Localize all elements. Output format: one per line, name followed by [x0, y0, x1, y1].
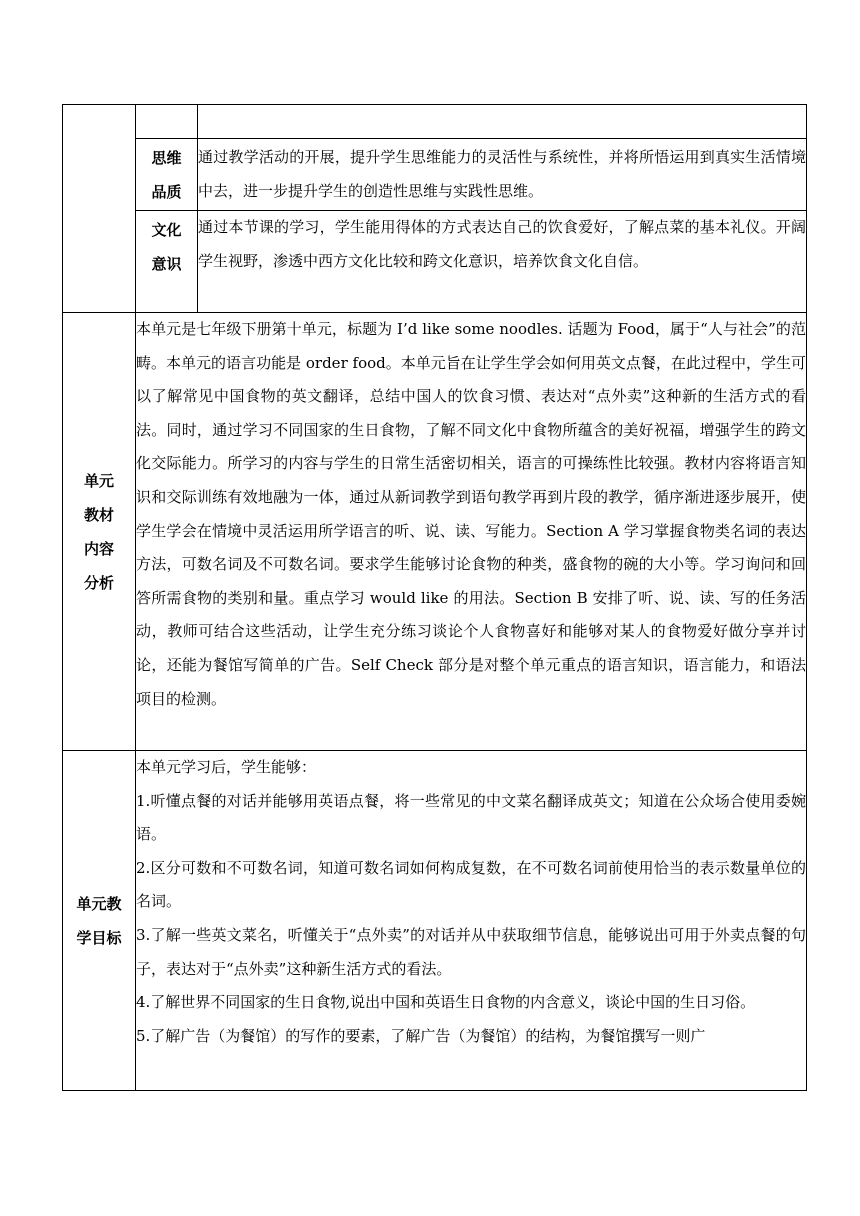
goal-item: 4.了解世界不同国家的生日食物,说出中国和英语生日食物的内含意义，谈论中国的生日习俗。	[136, 993, 756, 1012]
table-row-cultural-awareness	[63, 211, 807, 313]
table-row-thinking-quality	[63, 139, 807, 211]
teaching-goals-content	[136, 751, 807, 1091]
table-row-material-analysis	[63, 313, 807, 751]
teaching-goals-label: 单元教 学目标	[63, 751, 136, 1091]
material-analysis-label: 单元 教材 内容 分析	[63, 313, 136, 751]
category-cell-continued	[63, 105, 136, 313]
document-page	[62, 104, 806, 1091]
goal-item: 5.了解广告（为餐馆）的写作的要素，了解广告（为餐馆）的结构，为餐馆撰写一则广	[136, 1026, 706, 1045]
table-row-continued	[63, 105, 807, 139]
content-cell	[198, 105, 807, 139]
goals-intro: 本单元学习后，学生能够：	[136, 758, 317, 776]
unit-design-table	[62, 104, 807, 1091]
goal-item: 2.区分可数和不可数名词，知道可数名词如何构成复数，在不可数名词前使用恰当的表示数量单位的名词。	[136, 858, 806, 911]
cultural-awareness-label: 文化 意识	[136, 211, 198, 313]
goal-item: 1.听懂点餐的对话并能够用英语点餐，将一些常见的中文菜名翻译成英文；知道在公众场合使用委婉语。	[136, 791, 806, 844]
thinking-quality-label: 思维 品质	[136, 139, 198, 211]
sub-label-cell	[136, 105, 198, 139]
material-analysis-text: 本单元是七年级下册第十单元，标题为 I’d like some noodles. 话题为 Food，属于“人与社会”的范畴。本单元的语言功能是 order food。本单元旨在让学生学会如何用英文点餐，在此过程中，学生可以了解常见中国食物的英文翻译，总结中国人的饮食习惯、表达对“点外卖”这种新的生活方式的看法。同时，通过学习不同国家的生日食物，了解不同文化中食物所蕴含的美好祝福，增强学生的跨文化交际能力。所学习的内容与学生的日常生活密切相关，语言的可操练性比较强。教材内容将语言知识和交际训练有效地融为一体，通过从新词教学到语句教学再到片段的教学，循序渐进逐步展开，使学生学会在情境中灵活运用所学语言的听、说、读、写能力。Section A 学习掌握食物类名词的表达方法，可数名词及不可数名词。要求学生能够讨论食物的种类，盛食物的碗的大小等。学习询问和回答所需食物的类别和量。重点学习 would like 的用法。Section B 安排了听、说、读、写的任务活动，教师可结合这些活动，让学生充分练习谈论个人食物喜好和能够对某人的食物爱好做分享并讨论，还能为餐馆写简单的广告。Self Check 部分是对整个单元重点的语言知识，语言能力，和语法项目的检测。	[136, 313, 807, 751]
goal-item: 3.了解一些英文菜名，听懂关于“点外卖”的对话并从中获取细节信息，能够说出可用于外卖点餐的句子，表达对于“点外卖”这种新生活方式的看法。	[136, 925, 806, 978]
table-row-teaching-goals	[63, 751, 807, 1091]
thinking-quality-text: 通过教学活动的开展，提升学生思维能力的灵活性与系统性，并将所悟运用到真实生活情境中去，进一步提升学生的创造性思维与实践性思维。	[198, 139, 807, 211]
cultural-awareness-text: 通过本节课的学习，学生能用得体的方式表达自己的饮食爱好，了解点菜的基本礼仪。开阔学生视野，渗透中西方文化比较和跨文化意识，培养饮食文化自信。	[198, 211, 807, 313]
